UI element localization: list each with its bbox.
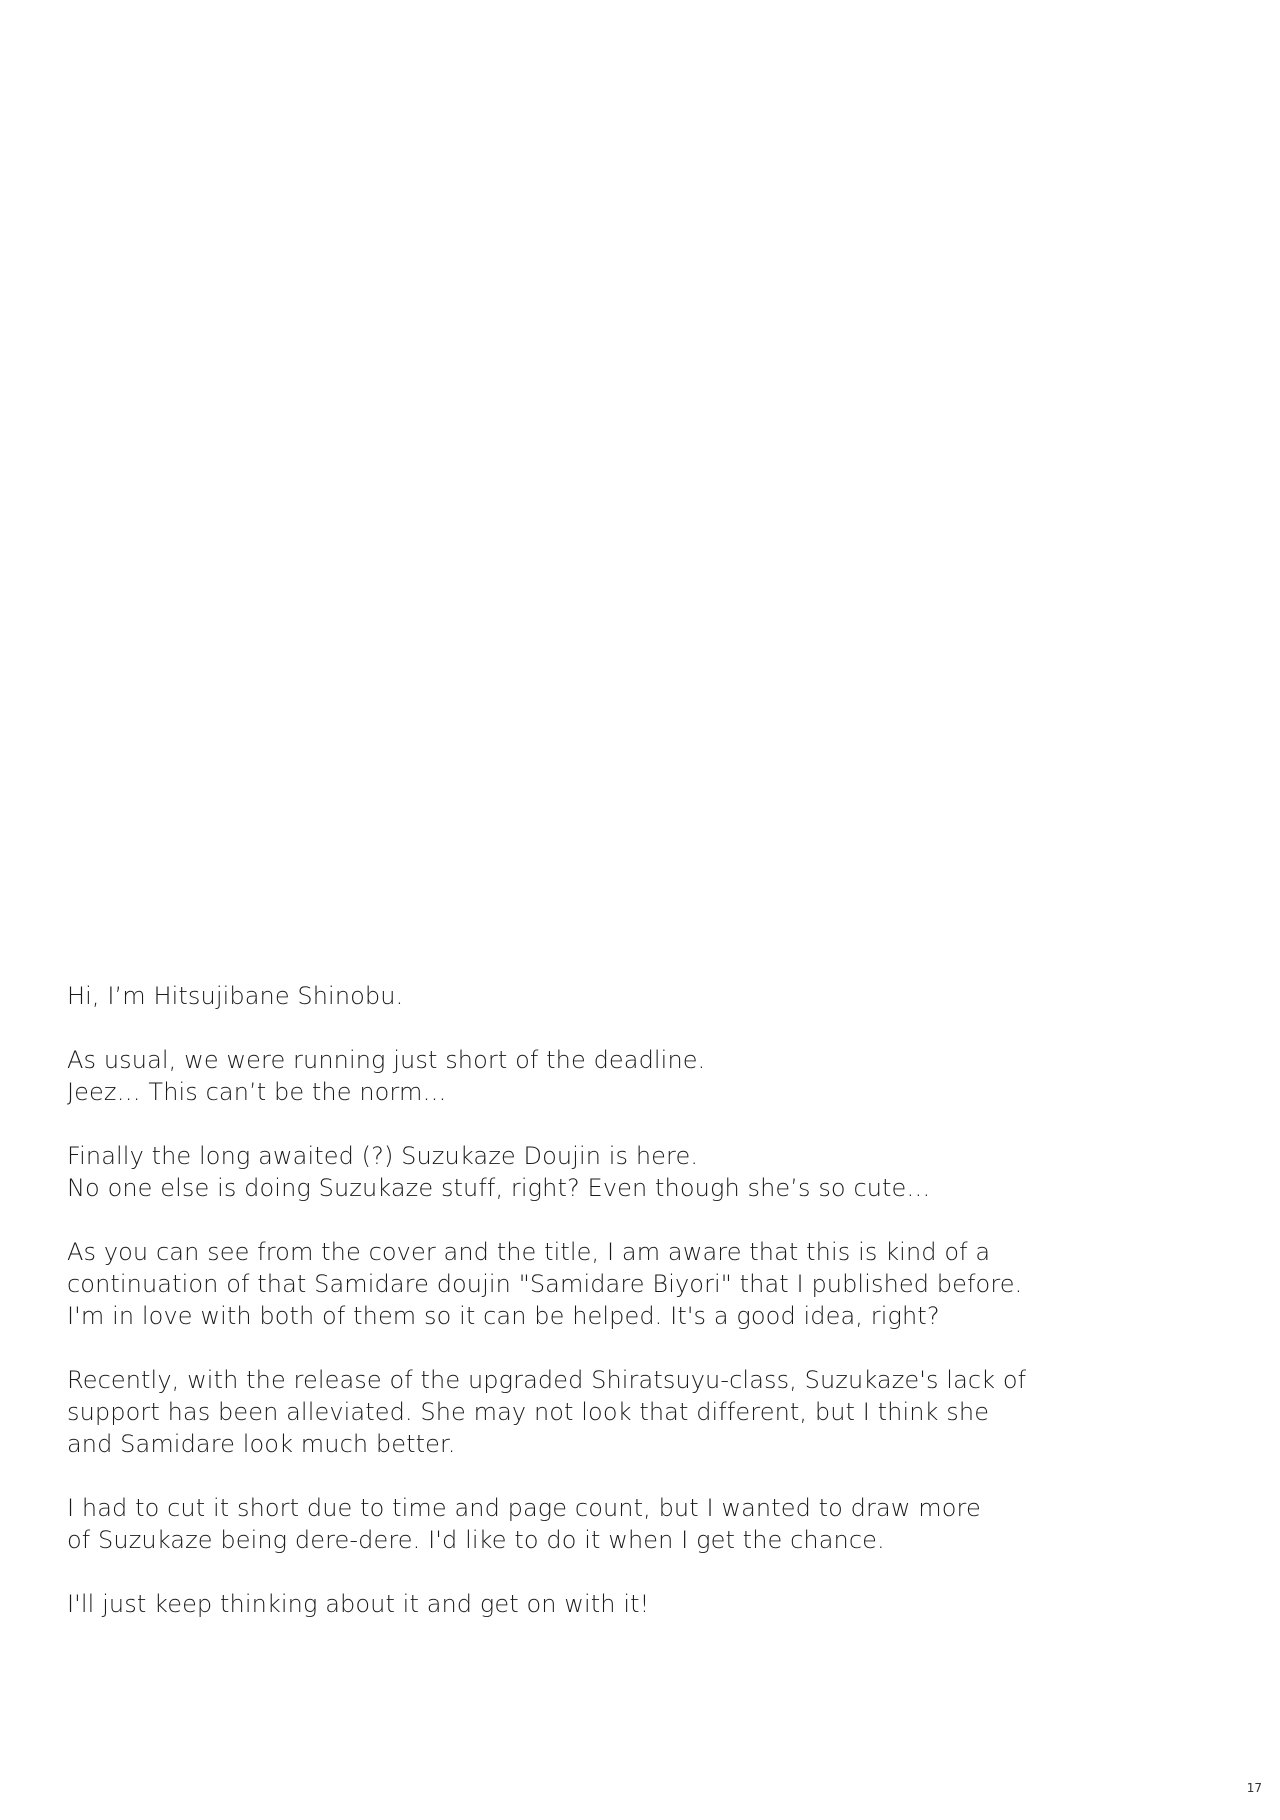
text-line: of Suzukaze being dere-dere. I'd like to do it when I get the chance. (67, 1526, 885, 1554)
text-line: I'll just keep thinking about it and get on with it! (67, 1590, 650, 1618)
text-line: As you can see from the cover and the title, I am aware that this is kind of a (67, 1238, 991, 1266)
text-line: Recently, with the release of the upgraded Shiratsuyu-class, Suzukaze's lack of (67, 1366, 1027, 1394)
text-line: No one else is doing Suzukaze stuff, right? Even though she’s so cute… (67, 1174, 931, 1202)
text-line: I had to cut it short due to time and page count, but I wanted to draw more (67, 1494, 981, 1522)
paragraph-suzukaze-doujin (67, 1140, 1067, 1204)
paragraph-deadline (67, 1044, 1067, 1108)
text-line: support has been alleviated. She may not look that different, but I think she (67, 1398, 990, 1426)
paragraph-continuation (67, 1236, 1067, 1332)
text-line: and Samidare look much better. (67, 1430, 456, 1458)
paragraph-closing (67, 1588, 1067, 1620)
text-line: Jeez… This can’t be the norm… (67, 1078, 447, 1106)
text-line: As usual, we were running just short of the deadline. (67, 1046, 706, 1074)
text-line: continuation of that Samidare doujin "Samidare Biyori" that I published before. (67, 1270, 1023, 1298)
afterword-text (67, 980, 1067, 1652)
text-line: I'm in love with both of them so it can be helped. It's a good idea, right? (67, 1302, 940, 1330)
paragraph-greeting (67, 980, 1067, 1012)
page-number: 17 (1246, 1781, 1262, 1795)
paragraph-cut-short (67, 1492, 1067, 1556)
paragraph-upgrade (67, 1364, 1067, 1460)
text-line: Hi, I’m Hitsujibane Shinobu. (67, 982, 404, 1010)
text-line: Finally the long awaited (?) Suzukaze Doujin is here. (67, 1142, 699, 1170)
